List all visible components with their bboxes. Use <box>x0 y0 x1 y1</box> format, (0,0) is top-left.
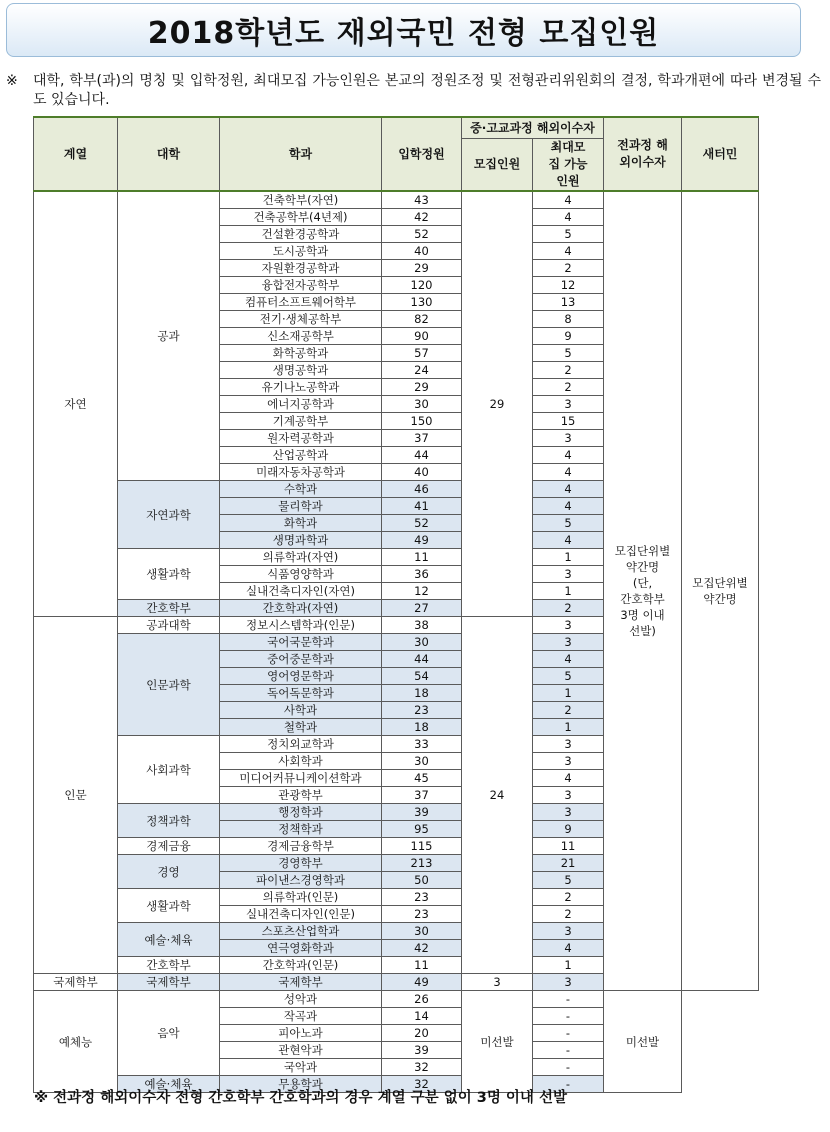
max-cell: - <box>533 991 604 1008</box>
max-cell: 5 <box>533 345 604 362</box>
notice-mark: ※ <box>6 73 18 89</box>
field-cell: 예체능 <box>34 991 118 1093</box>
quota-cell: 40 <box>382 464 462 481</box>
max-cell: 11 <box>533 838 604 855</box>
dept-cell: 관현악과 <box>220 1042 382 1059</box>
dept-cell: 건축학부(자연) <box>220 191 382 209</box>
quota-cell: 45 <box>382 770 462 787</box>
dept-cell: 정보시스템학과(인문) <box>220 617 382 634</box>
quota-cell: 30 <box>382 753 462 770</box>
dept-cell: 전기·생체공학부 <box>220 311 382 328</box>
north-korean-cell: 미선발 <box>604 991 682 1093</box>
max-cell: 3 <box>533 430 604 447</box>
dept-cell: 신소재공학부 <box>220 328 382 345</box>
dept-cell: 경제금융학부 <box>220 838 382 855</box>
max-cell: 21 <box>533 855 604 872</box>
header-north-korean: 새터민 <box>682 117 759 191</box>
dept-cell: 융합전자공학부 <box>220 277 382 294</box>
college-cell: 공과대학 <box>118 617 220 634</box>
dept-cell: 성악과 <box>220 991 382 1008</box>
max-cell: 12 <box>533 277 604 294</box>
quota-cell: 14 <box>382 1008 462 1025</box>
max-cell: 3 <box>533 617 604 634</box>
quota-cell: 33 <box>382 736 462 753</box>
max-cell: 4 <box>533 481 604 498</box>
max-cell: 4 <box>533 464 604 481</box>
quota-cell: 41 <box>382 498 462 515</box>
dept-cell: 간호학과(자연) <box>220 600 382 617</box>
quota-cell: 32 <box>382 1076 462 1093</box>
quota-cell: 46 <box>382 481 462 498</box>
quota-cell: 20 <box>382 1025 462 1042</box>
college-cell: 간호학부 <box>118 600 220 617</box>
max-cell: 2 <box>533 906 604 923</box>
dept-cell: 생명과학과 <box>220 532 382 549</box>
max-cell: 3 <box>533 974 604 991</box>
max-cell: 1 <box>533 549 604 566</box>
dept-cell: 영어영문학과 <box>220 668 382 685</box>
quota-cell: 95 <box>382 821 462 838</box>
dept-cell: 원자력공학과 <box>220 430 382 447</box>
dept-cell: 화학과 <box>220 515 382 532</box>
quota-cell: 18 <box>382 685 462 702</box>
dept-cell: 사학과 <box>220 702 382 719</box>
dept-cell: 산업공학과 <box>220 447 382 464</box>
full-overseas-cell: 모집단위별 약간명 (단, 간호학부 3명 이내 선발) <box>604 191 682 991</box>
dept-cell: 철학과 <box>220 719 382 736</box>
table-row <box>34 191 759 209</box>
college-cell: 사회과학 <box>118 736 220 804</box>
quota-cell: 82 <box>382 311 462 328</box>
max-cell: - <box>533 1025 604 1042</box>
dept-cell: 의류학과(인문) <box>220 889 382 906</box>
quota-cell: 49 <box>382 532 462 549</box>
dept-cell: 국악과 <box>220 1059 382 1076</box>
max-cell: - <box>533 1008 604 1025</box>
quota-cell: 29 <box>382 379 462 396</box>
max-cell: 15 <box>533 413 604 430</box>
quota-cell: 36 <box>382 566 462 583</box>
recruit-cell: 29 <box>462 191 533 617</box>
quota-cell: 38 <box>382 617 462 634</box>
dept-cell: 스포츠산업학과 <box>220 923 382 940</box>
dept-cell: 컴퓨터소프트웨어학부 <box>220 294 382 311</box>
dept-cell: 중어중문학과 <box>220 651 382 668</box>
quota-cell: 18 <box>382 719 462 736</box>
dept-cell: 경영학부 <box>220 855 382 872</box>
dept-cell: 수학과 <box>220 481 382 498</box>
max-cell: 4 <box>533 191 604 209</box>
max-cell: 3 <box>533 753 604 770</box>
quota-cell: 42 <box>382 209 462 226</box>
dept-cell: 건축공학부(4년제) <box>220 209 382 226</box>
dept-cell: 독어독문학과 <box>220 685 382 702</box>
max-cell: 4 <box>533 209 604 226</box>
recruit-cell: 미선발 <box>462 991 533 1093</box>
header-college: 대학 <box>118 117 220 191</box>
quota-cell: 44 <box>382 651 462 668</box>
notice <box>6 72 821 110</box>
max-cell: 2 <box>533 702 604 719</box>
footer-note: ※ 전과정 해외이수자 전형 간호학부 간호학과의 경우 계열 구분 없이 3명 이내 선발 <box>34 1090 567 1106</box>
header-quota: 입학정원 <box>382 117 462 191</box>
quota-cell: 30 <box>382 923 462 940</box>
dept-cell: 작곡과 <box>220 1008 382 1025</box>
dept-cell: 유기나노공학과 <box>220 379 382 396</box>
dept-cell: 파이낸스경영학과 <box>220 872 382 889</box>
quota-cell: 39 <box>382 1042 462 1059</box>
notice-text: 대학, 학부(과)의 명칭 및 입학정원, 최대모집 가능인원은 본교의 정원조정 및 전형관리위원회의 결정, 학과개편에 따라 변경될 수도 있습니다. <box>33 73 821 108</box>
north-korean-cell: 모집단위별 약간명 <box>682 191 759 991</box>
max-cell: - <box>533 1059 604 1076</box>
quota-cell: 37 <box>382 787 462 804</box>
college-cell: 공과 <box>118 191 220 481</box>
quota-cell: 43 <box>382 191 462 209</box>
dept-cell: 행정학과 <box>220 804 382 821</box>
college-cell: 예술·체육 <box>118 1076 220 1093</box>
header-recruit: 모집인원 <box>462 139 533 192</box>
quota-cell: 120 <box>382 277 462 294</box>
quota-cell: 52 <box>382 226 462 243</box>
page-title: 2018학년도 재외국민 전형 모집인원 <box>147 16 660 51</box>
max-cell: - <box>533 1076 604 1093</box>
dept-cell: 국어국문학과 <box>220 634 382 651</box>
quota-cell: 26 <box>382 991 462 1008</box>
quota-cell: 90 <box>382 328 462 345</box>
dept-cell: 피아노과 <box>220 1025 382 1042</box>
quota-cell: 30 <box>382 396 462 413</box>
quota-cell: 39 <box>382 804 462 821</box>
dept-cell: 자원환경공학과 <box>220 260 382 277</box>
header-field: 계열 <box>34 117 118 191</box>
quota-cell: 23 <box>382 889 462 906</box>
quota-cell: 11 <box>382 957 462 974</box>
dept-cell: 정책학과 <box>220 821 382 838</box>
header-group: 중·고교과정 해외이수자 <box>462 117 604 139</box>
recruit-cell: 3 <box>462 974 533 991</box>
quota-cell: 54 <box>382 668 462 685</box>
quota-cell: 11 <box>382 549 462 566</box>
dept-cell: 정치외교학과 <box>220 736 382 753</box>
max-cell: 3 <box>533 736 604 753</box>
college-cell: 국제학부 <box>118 974 220 991</box>
quota-cell: 150 <box>382 413 462 430</box>
header-dept: 학과 <box>220 117 382 191</box>
max-cell: 4 <box>533 532 604 549</box>
max-cell: 3 <box>533 566 604 583</box>
max-cell: 1 <box>533 719 604 736</box>
max-cell: 2 <box>533 379 604 396</box>
max-cell: 1 <box>533 957 604 974</box>
dept-cell: 실내건축디자인(자연) <box>220 583 382 600</box>
max-cell: - <box>533 1042 604 1059</box>
dept-cell: 연극영화학과 <box>220 940 382 957</box>
max-cell: 3 <box>533 787 604 804</box>
max-cell: 4 <box>533 243 604 260</box>
dept-cell: 의류학과(자연) <box>220 549 382 566</box>
college-cell: 음악 <box>118 991 220 1076</box>
quota-cell: 27 <box>382 600 462 617</box>
quota-cell: 12 <box>382 583 462 600</box>
max-cell: 4 <box>533 498 604 515</box>
college-cell: 경제금융 <box>118 838 220 855</box>
max-cell: 8 <box>533 311 604 328</box>
dept-cell: 생명공학과 <box>220 362 382 379</box>
quota-cell: 52 <box>382 515 462 532</box>
max-cell: 1 <box>533 583 604 600</box>
table-row <box>34 991 759 1008</box>
dept-cell: 식품영양학과 <box>220 566 382 583</box>
quota-cell: 24 <box>382 362 462 379</box>
dept-cell: 기계공학부 <box>220 413 382 430</box>
dept-cell: 사회학과 <box>220 753 382 770</box>
max-cell: 5 <box>533 872 604 889</box>
college-cell: 정책과학 <box>118 804 220 838</box>
max-cell: 9 <box>533 328 604 345</box>
dept-cell: 화학공학과 <box>220 345 382 362</box>
quota-cell: 57 <box>382 345 462 362</box>
quota-cell: 40 <box>382 243 462 260</box>
field-cell: 자연 <box>34 191 118 617</box>
dept-cell: 관광학부 <box>220 787 382 804</box>
dept-cell: 국제학부 <box>220 974 382 991</box>
header-full-overseas: 전과정 해외이수자 <box>604 117 682 191</box>
field-cell: 국제학부 <box>34 974 118 991</box>
max-cell: 3 <box>533 923 604 940</box>
max-cell: 4 <box>533 940 604 957</box>
table-body <box>34 191 759 1093</box>
dept-cell: 실내건축디자인(인문) <box>220 906 382 923</box>
max-cell: 13 <box>533 294 604 311</box>
quota-cell: 44 <box>382 447 462 464</box>
quota-cell: 130 <box>382 294 462 311</box>
college-cell: 자연과학 <box>118 481 220 549</box>
header-max: 최대모집 가능인원 <box>533 139 604 192</box>
quota-cell: 115 <box>382 838 462 855</box>
quota-cell: 37 <box>382 430 462 447</box>
max-cell: 9 <box>533 821 604 838</box>
quota-cell: 213 <box>382 855 462 872</box>
quota-cell: 29 <box>382 260 462 277</box>
max-cell: 2 <box>533 889 604 906</box>
max-cell: 3 <box>533 396 604 413</box>
max-cell: 4 <box>533 770 604 787</box>
college-cell: 간호학부 <box>118 957 220 974</box>
quota-cell: 49 <box>382 974 462 991</box>
college-cell: 생활과학 <box>118 549 220 600</box>
max-cell: 3 <box>533 804 604 821</box>
max-cell: 1 <box>533 685 604 702</box>
title-banner <box>6 3 801 57</box>
max-cell: 5 <box>533 226 604 243</box>
dept-cell: 도시공학과 <box>220 243 382 260</box>
max-cell: 4 <box>533 447 604 464</box>
quota-cell: 23 <box>382 702 462 719</box>
quota-cell: 50 <box>382 872 462 889</box>
dept-cell: 미디어커뮤니케이션학과 <box>220 770 382 787</box>
quota-cell: 30 <box>382 634 462 651</box>
dept-cell: 에너지공학과 <box>220 396 382 413</box>
dept-cell: 간호학과(인문) <box>220 957 382 974</box>
quota-table <box>33 116 759 1093</box>
dept-cell: 미래자동차공학과 <box>220 464 382 481</box>
college-cell: 인문과학 <box>118 634 220 736</box>
max-cell: 2 <box>533 362 604 379</box>
max-cell: 4 <box>533 651 604 668</box>
college-cell: 생활과학 <box>118 889 220 923</box>
quota-cell: 42 <box>382 940 462 957</box>
field-cell: 인문 <box>34 617 118 974</box>
college-cell: 경영 <box>118 855 220 889</box>
quota-cell: 32 <box>382 1059 462 1076</box>
max-cell: 2 <box>533 260 604 277</box>
max-cell: 5 <box>533 515 604 532</box>
max-cell: 3 <box>533 634 604 651</box>
max-cell: 2 <box>533 600 604 617</box>
dept-cell: 건설환경공학과 <box>220 226 382 243</box>
college-cell: 예술·체육 <box>118 923 220 957</box>
max-cell: 5 <box>533 668 604 685</box>
dept-cell: 무용학과 <box>220 1076 382 1093</box>
dept-cell: 물리학과 <box>220 498 382 515</box>
recruit-cell: 24 <box>462 617 533 974</box>
quota-cell: 23 <box>382 906 462 923</box>
